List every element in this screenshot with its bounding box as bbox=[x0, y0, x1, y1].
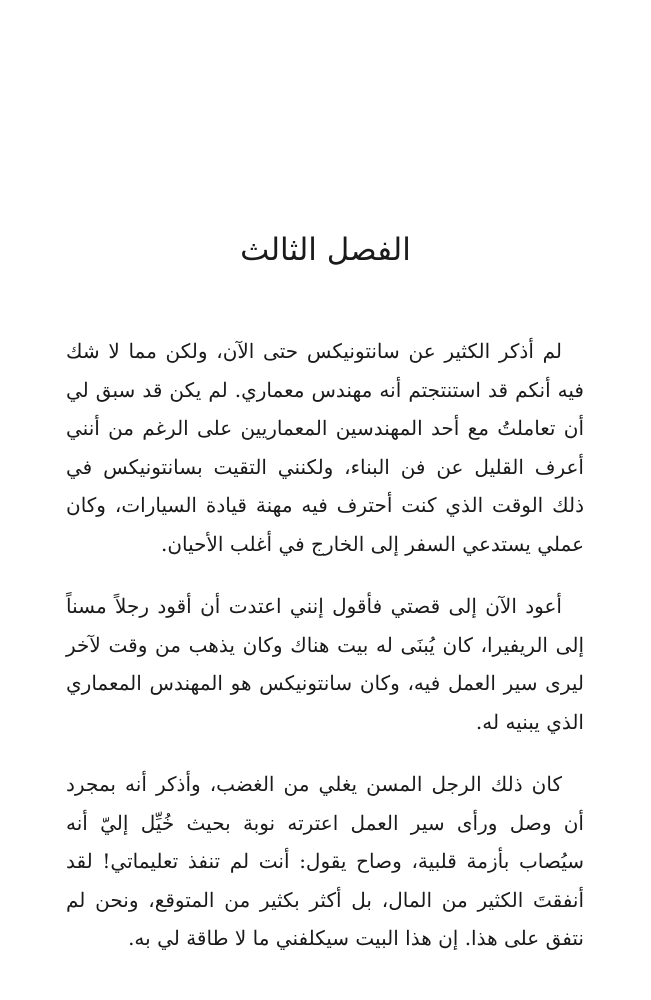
chapter-body bbox=[66, 332, 584, 982]
paragraph: لم أذكر الكثير عن سانتونيكس حتى الآن، ولكن مما لا شك فيه أنكم قد استنتجتم أنه مهندس معماري. لم يكن قد سبق لي أن تعاملتُ مع أحد المهندسين المعماريين على الرغم من أنني أعرف القليل عن فن البناء، ولكنني التقيت بسانتونيكس في ذلك الوقت الذي كنت أحترف فيه مهنة قيادة السيارات، وكان عملي يستدعي السفر إلى الخارج في أغلب الأحيان. bbox=[66, 339, 584, 556]
paragraph: أعود الآن إلى قصتي فأقول إنني اعتدت أن أقود رجلاً مسناً إلى الريفيرا، كان يُبنَى له بيت هناك وكان يذهب من وقت لآخر ليرى سير العمل فيه، وكان سانتونيكس هو المهندس المعماري الذي يبنيه له. bbox=[66, 594, 584, 734]
paragraph: كان ذلك الرجل المسن يغلي من الغضب، وأذكر أنه بمجرد أن وصل ورأى سير العمل اعترته نوبة بحيث خُيِّل إليّ أنه سيُصاب بأزمة قلبية، وصاح يقول: أنت لم تنفذ تعليماتي! لقد أنفقتَ الكثير من المال، بل أكثر بكثير من المتوقع، ونحن لم نتفق على هذا. إن هذا البيت سيكلفني ما لا طاقة لي به. bbox=[66, 772, 584, 950]
chapter-title: الفصل الثالث bbox=[240, 232, 411, 268]
